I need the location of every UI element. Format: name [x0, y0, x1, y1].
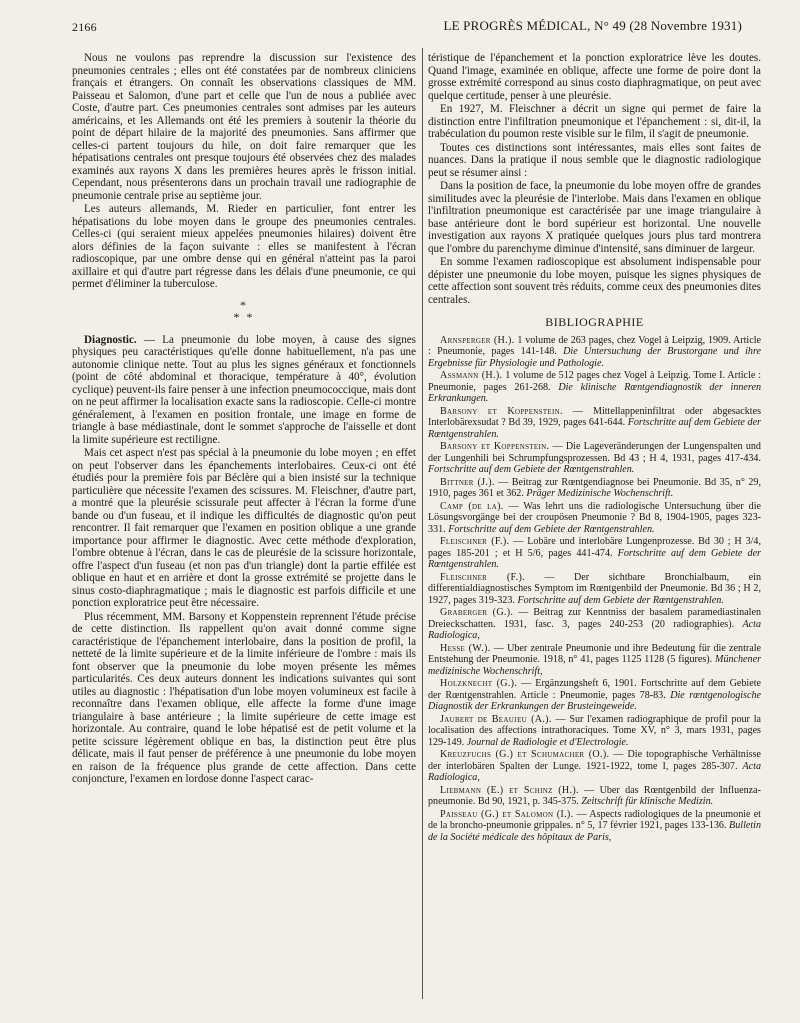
bib-journal-title: Zeitschrift für klinische Medizin.: [581, 796, 714, 807]
bib-author: Arnsperger (H.).: [440, 334, 515, 346]
paragraph: Dans la position de face, la pneumonie du lobe moyen offre de grandes similitudes avec la pleurésie de l'interlobe. Mais dans l'examen en oblique l'infiltration pneumonique est caractérisée par une image triangulaire à base antérieure dont le bord supérieur est horizontal. Une nouvelle investigation aux rayons X pratiquée quelques jours plus tard montrera que l'ombre du parenchyme diminue d'intensité, sans diminuer de largeur.: [428, 180, 761, 255]
bibliography-entry: [428, 477, 761, 500]
bib-journal-title: Fortschritte auf dem Gebiete der Rœntgenstrahlen.: [428, 464, 635, 475]
bib-details: — Beitrag zur Kenntniss der basalem paramediastinalen Dreieckschatten. 1931, fasc. 3, pages 240-253 (20 radiographies).: [428, 607, 761, 630]
paragraph: Plus récemment, MM. Barsony et Koppenstein reprennent l'étude précise de cette distinction. Ils rappellent qu'on avait donné comme signe caractéristique de l'épanchement interlobaire, dans la position de profil, la netteté de la limite supérieure et de la limite inférieure de l'ombre : mais ils font observer que la pneumonie du lobe moyen présente les mêmes particularités. Ces deux auteurs donnent les indications suivantes qui sont utiles au diagnostic : l'hépatisation d'un lobe moyen volumineux est facile à reconnaître dans l'examen oblique, elle affecte la forme d'une image triangulaire à base antérieure ; la limite supérieure de cette image est horizontale. Au contraire, quand le lobe hépatisé est de petit volume et la petite scissure légèrement oblique en bas, la distinction peut être plus délicate, mais il faut penser de préférence à une pneumonie du lobe moyen en raison de la fréquence plus grande de cette affection. Dans cette conjoncture, l'examen en lordose donne l'aspect carac-: [72, 610, 416, 785]
bib-details: — Aspects radiologiques de la pneumonie et de la broncho-pneumonie grippales. n° 5, 17 février 1921, pages 133-136.: [428, 808, 761, 831]
bibliography-entry: [428, 643, 761, 678]
bibliography-entry: [428, 536, 761, 571]
right-column: [428, 52, 761, 997]
page-number: 2166: [72, 20, 97, 34]
bib-author: Camp (de la).: [440, 500, 504, 512]
bibliography-entry: [428, 607, 761, 642]
bib-details: — Lobäre und interlobäre Lungenprozesse. Bd 30 ; H 3/4, pages 185-201 ; et H 5/6, pages 441-474.: [428, 536, 762, 559]
bibliography-entry: [428, 501, 761, 536]
bibliography-entry: [428, 785, 761, 808]
bibliography-entry: [428, 749, 761, 784]
bib-details: — Beitrag zur Rœntgendiagnose bei Pneumonie. Bd 35, n° 29, 1910, pages 361 et 362.: [428, 476, 761, 499]
bibliography-entry: [428, 678, 761, 713]
bib-journal-title: Acta Radiologica,: [428, 618, 761, 641]
page-header: [72, 18, 742, 38]
bib-details: — Sur l'examen radiographique de profil pour la localisation des affections intrathoraciques. Tome XV, n° 3, mars 1931, pages 129-149.: [428, 713, 761, 748]
bib-details: — Der sichtbare Bronchialbaum, ein differentialdiagnostisches Symptom im Rœntgenbild der Pneumonie. Bd 36 ; H 2, 1927, pages 319-323.: [428, 571, 761, 606]
bib-details: — Ergänzungsheft 6, 1901. Fortschritte auf dem Gebiete der Rœntgenstrahlen. Article : Pneumonie, pages 78-83.: [428, 678, 761, 701]
bib-journal-title: Journal de Radiologie et d'Electrologie.: [466, 736, 629, 748]
diagnostic-heading: Diagnostic.: [84, 333, 137, 346]
bib-journal-title: Acta Radiologica,: [428, 760, 762, 783]
bib-author: Assmann (H.).: [440, 370, 503, 381]
bib-author: Holzknecht (G.).: [440, 678, 518, 689]
bib-journal-title: Fortschritte auf dem Gebiete der Rœntgenstrahlen.: [428, 547, 761, 570]
bib-details: — Die Lageveränderungen der Lungenspalten und der Lungenhili bei Schrumpfungsprozessen. Bd 43 ; H 4, 1931, pages 417-434.: [428, 441, 761, 464]
bib-author: Hesse (W.).: [440, 642, 491, 654]
section-separator: * * *: [233, 297, 255, 324]
bib-author: Barsony et Koppenstein.: [440, 405, 563, 417]
bib-journal-title: Die klinische Rœntgendiagnostik der inneren Erkrankungen.: [428, 381, 761, 404]
paragraph: Mais cet aspect n'est pas spécial à la pneumonie du lobe moyen ; en effet on peut l'observer dans les épanchements interlobaires. Ceux-ci ont été étudiés pour la première fois par Béclère qui a bien insisté sur la technique particulière que nécessite l'examen des scissures. M. Fleischner, d'autre part, a montré que la pleurésie scissurale peut affecter à l'écran la forme d'une bande ou d'un fuseau, et il indique les difficultés de diagnostic qu'on peut rencontrer. Il fait remarquer que l'examen en position oblique a une grande importance pour affirmer le diagnostic. Avec cette méthode d'exploration, l'ombre obtenue à l'écran, dans le cas de pleurésie de la scissure horizontale, offre l'aspect d'un fuseau (et non pas d'un triangle) dont la partie effilée est oblique en haut et en arrière et dont la grosse extrémité se projette dans le sinus costo-diaphragmatique ; mais le diagnostic est parfois difficile et une ponction exploratrice peut être nécessaire.: [72, 447, 416, 609]
bib-author: Fleischner (F.).: [440, 571, 525, 583]
bib-author: Jaubert de Beaujeu (A.).: [440, 713, 552, 725]
bibliography-entry: [428, 441, 761, 476]
bib-journal-title: Münchener medizinische Wochenschrift,: [428, 654, 761, 677]
bib-details: 1 volume de 263 pages, chez Vogel à Leipzig, 1909. Article : Pneumonie, pages 141-148.: [428, 334, 761, 357]
bibliography-entry: [428, 406, 761, 441]
column-rule: [422, 48, 423, 999]
bib-details: — Die topographische Verhältnisse der interlobären Spalten der Lunge. 1921-1922, tome I, pages 285-307.: [428, 749, 761, 772]
paragraph-text: — La pneumonie du lobe moyen, à cause des signes physiques peu caractéristiques qu'elle donne habituellement, n'a pas une autonomie clinique nette. Tout au plus les signes généraux et fonctionnels (point de côté abdominal et thoracique, température à 40°, évolution cyclique) peuvent-ils faire penser à une infection pneumococcique, mais dont on ne peut affirmer la localisation exacte sans la radioscopie. Celle-ci montre généralement, à l'examen en position frontale, une image en forme de triangle à base médiastinale, dont le sommet s'approche de l'aisselle et dont la limite supérieure est rectiligne.: [72, 333, 416, 446]
bibliography-entry: [428, 809, 761, 844]
bib-author: Bittner (J.).: [440, 476, 495, 488]
bib-author: Kreuzfuchs (G.) et Schumacher (O.).: [440, 749, 610, 760]
paragraph: Toutes ces distinctions sont intéressantes, mais elles sont faites de nuances. Dans la pratique il nous semble que le diagnostic radiologique peut se résumer ainsi :: [428, 141, 761, 179]
bib-journal-title: Fortschritte auf dem Gebiete der Rœntgenstrahlen.: [517, 594, 724, 606]
bib-author: Barsony et Koppenstein.: [440, 441, 550, 452]
running-title: LE PROGRÈS MÉDICAL, N° 49 (28 Novembre 1931): [443, 18, 742, 33]
bib-journal-title: Präger Medizinische Wochenschrift.: [526, 488, 674, 499]
bib-details: — Uber das Rœntgenbild der Influenza-pneumonie. Bd 90, 1921, p. 345-375.: [428, 784, 761, 807]
paragraph: Les auteurs allemands, M. Rieder en particulier, font entrer les hépatisations du lobe moyen dans le groupe des pneumonies centrales. Celles-ci (qui seraient mieux appelées pneumonies hilaires) doivent être alors définies de la façon suivante : elles se manifestent à l'écran radioscopique, par une ombre dense qui en général n'atteint pas la paroi axillaire et qui d'autre part régresse dans les délais d'une pneumonie, ce qui permet d'éliminer la tuberculose.: [72, 203, 416, 290]
bib-author: Liebmann (E.) et Schinz (H.).: [440, 784, 579, 796]
bib-author: Graberger (G.).: [440, 607, 514, 618]
bib-author: Paisseau (G.) et Salomon (I.).: [440, 808, 574, 820]
bib-journal-title: Fortschritte auf dem Gebiete der Rœntgenstrahlen.: [448, 523, 655, 535]
bib-journal-title: Die rœntgenologische Diagnostik der Erkrankungen der Brusteingeweide.: [428, 689, 761, 712]
bib-author: Fleischner (F.).: [440, 536, 510, 547]
paragraph: [72, 334, 416, 447]
bib-journal-title: Bulletin de la Société médicale des hôpitaux de Paris,: [428, 820, 762, 843]
bib-journal-title: Die Untersuchung der Brustorgane und ihre Ergebnisse für Physiologie und Pathologie.: [428, 346, 761, 369]
bib-journal-title: Fortschritte auf dem Gebiete der Rœntgenstrahlen.: [428, 417, 761, 440]
bibliography-entry: [428, 370, 761, 405]
bibliography-list: [428, 335, 761, 844]
bibliography-title: BIBLIOGRAPHIE: [545, 315, 644, 329]
bib-details: — Mittellappeninfiltrat oder abgesacktes Interlobärexsudat ? Bd 39, 1929, pages 641-644.: [428, 405, 761, 428]
bibliography-entry: [428, 714, 761, 749]
bibliography-entry: [428, 335, 761, 370]
paragraph: téristique de l'épanchement et la ponction exploratrice lève les doutes. Quand l'image, examinée en oblique, affecte une forme de poire dont la grosse extrémité correspond au sinus costo diaphragmatique, on peut avec quelque certitude, penser à une pleurésie.: [428, 52, 761, 102]
bib-details: — Was lehrt uns die radiologische Untersuchung über die Lösungsvorgänge bei der croupösen Pneumonie ? Bd 8, 1904-1905, pages 323-331.: [428, 500, 761, 535]
paragraph: En 1927, M. Fleischner a décrit un signe qui permet de faire la distinction entre l'infiltration pneumonique et l'épanchement : si, dit-il, la trabéculation du poumon reste visible sur le film, il s'agit de pneumonie.: [428, 103, 761, 140]
bibliography-entry: [428, 572, 761, 607]
bib-details: — Uber zentrale Pneumonie und ihre Bedeutung für die zentrale Entstehung der Pneumonie. 1918, n° 41, pages 1125 1128 (5 figures).: [428, 642, 761, 665]
paragraph: En somme l'examen radioscopique est absolument indispensable pour dépister une pneumonie du lobe moyen, puisque les signes physiques de cette affection sont souvent très réduits, comme ceux des pneumonies dites centrales.: [428, 256, 761, 306]
left-column: [72, 52, 416, 997]
paragraph: Nous ne voulons pas reprendre la discussion sur l'existence des pneumonies centrales ; elles ont été constatées par de nombreux cliniciens français et étrangers. On connaît les observations classiques de MM. Paisseau et Salomon, d'une part et celle que l'un de nous a publiée avec Coste, d'autre part. Ces pneumonies centrales sont admises par les auteurs américains, et les Allemands ont été les premiers à soutenir la théorie du point de départ hilaire de la majorité des pneumonies. Sans affirmer que celles-ci partent toujours du hile, on doit faire remarquer que les hépatisations centrales ont presque toujours été observées chez des malades examinés aux rayons X dans les premières heures après le frisson initial. Cependant, nous présenterons dans un prochain travail une radiographie de pneumonie centrale prise au septième jour.: [72, 52, 416, 202]
bib-details: 1 volume de 512 pages chez Vogel à Leipzig. Tome I. Article : Pneumonie, pages 261-268.: [428, 370, 762, 393]
